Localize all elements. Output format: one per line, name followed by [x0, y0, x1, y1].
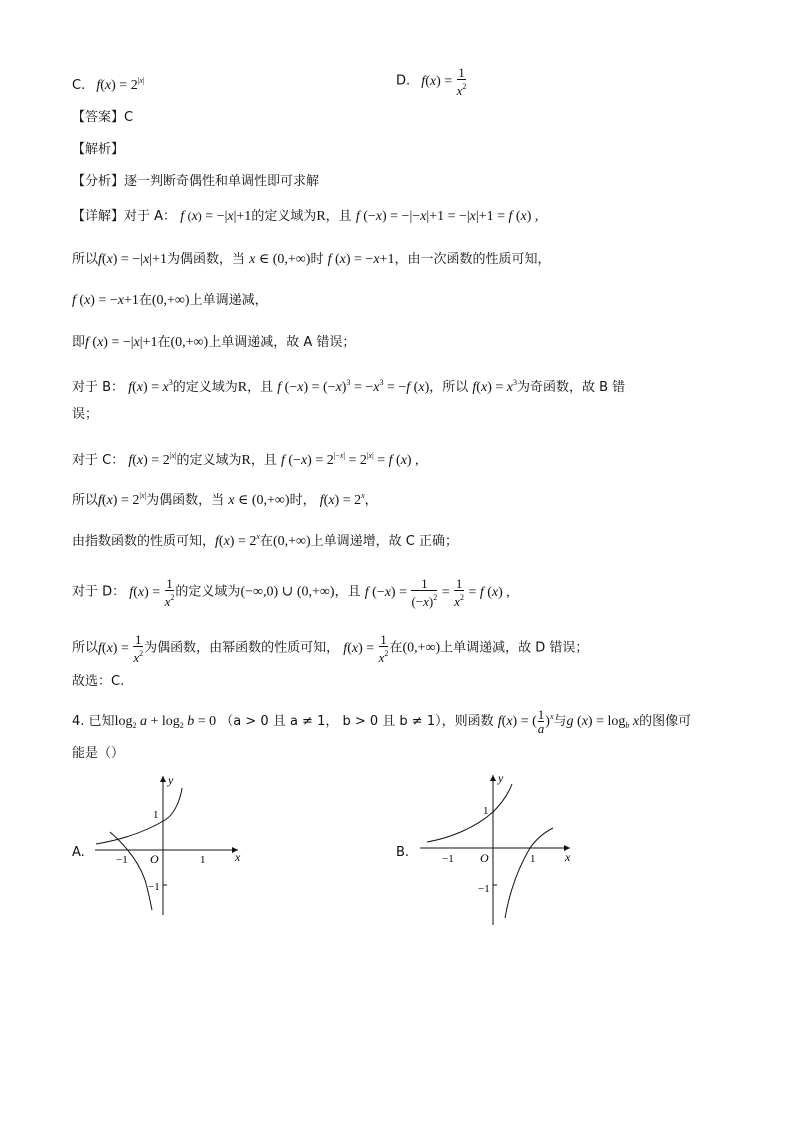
option-d-expr: f(x) = $\frac{1}{x^2}$ [421, 65, 467, 98]
text-and-c: ，且 [250, 453, 277, 468]
text-even-fn: 为偶函数，当 [166, 252, 245, 267]
option-c-label: C. [72, 78, 86, 93]
question-4-line-1 [72, 707, 691, 736]
graph-a-tick-1: 1 [200, 854, 206, 866]
analysis-heading [72, 140, 124, 160]
text-domain: 的定义域为 [251, 209, 317, 224]
graph-a-ytick-neg1: −1 [148, 881, 160, 893]
graph-a-origin: O [150, 852, 159, 866]
graph-a-ytick-1: 1 [153, 809, 159, 821]
graph-a-tick-neg1: −1 [116, 854, 128, 866]
answer-line [72, 108, 133, 128]
graph-b-y-label: y [498, 771, 504, 785]
math-b-def-2: $f(x) = x^3$ [472, 378, 517, 395]
q4-text1: 已知 [88, 714, 115, 729]
graph-b [415, 770, 580, 930]
detail-line-b2 [72, 405, 98, 425]
math-abs-def: f (x) = −|x|+1 [85, 335, 158, 350]
text-so-b: ， [429, 380, 443, 395]
analysis-line [72, 172, 319, 192]
text-wrong-end: 误； [72, 407, 99, 422]
detail-line-d2 [72, 633, 588, 664]
text-even-c: 为偶函数，当 [146, 493, 225, 508]
text-in: 在 [138, 293, 152, 308]
set-r: R [316, 209, 326, 224]
detail-line-c3 [72, 527, 458, 552]
detail-d-prefix: 对于 D： [72, 584, 126, 600]
text-domain-d: 的定义域为 [175, 584, 241, 600]
math-c-pos: $f(x) = 2^x$ [319, 491, 365, 508]
math-x-interval-c: x ∈ (0,+∞) [228, 493, 290, 508]
math-b-odd: f $(-x) = (-x)^3 = -x^3 = -f$ (x) [277, 378, 430, 395]
detail-line-1 [72, 206, 538, 227]
text-odd-fn: 为奇函数，故 B 错 [516, 380, 626, 395]
math-c-def: $f(x) = 2^{|x|}$ [128, 451, 177, 468]
text-so-b2: 所以 [442, 380, 469, 395]
math-d-even: f (−x) = $\frac{1}{(-x)^2}$ = $\frac{1}{x^2}$ = f (x) , [364, 576, 510, 609]
detail-tag: 【详解】 [72, 209, 125, 224]
math-d-domain: (−∞,0) ∪ (0,+∞) [240, 584, 335, 600]
math-linear-2: f (x) = −x+1 [72, 293, 139, 308]
math-c-pos-2: $f(x) = 2^x$ [215, 532, 260, 549]
graph-a-label-text: A. [72, 845, 85, 860]
analysis-sub-tag: 【分析】 [72, 174, 125, 189]
math-x-interval: x ∈ (0,+∞) [249, 252, 311, 267]
detail-line-2 [72, 250, 550, 270]
math-a-even: f (−x) = −|−x|+1 = −|x|+1 = f (x) , [355, 209, 539, 224]
graph-b-origin: O [480, 851, 489, 865]
text-and-d: ，且 [334, 584, 361, 600]
option-c [72, 71, 144, 96]
detail-line-3 [72, 291, 268, 311]
text-ie: 即 [72, 335, 86, 350]
text-so-c: 所以 [72, 493, 99, 508]
text-power-prop: 为偶函数，由幂函数的性质可知， [144, 640, 340, 656]
graph-b-tick-1: 1 [530, 853, 536, 865]
text-and: ，且 [325, 209, 352, 224]
math-b-def: $f(x) = x^3$ [128, 378, 173, 395]
analysis-text: 逐一判断奇偶性和单调性即可求解 [124, 174, 320, 189]
analysis-tag: 【解析】 [72, 142, 125, 157]
text-dec-on: 上单调递减， [189, 293, 268, 308]
detail-line-c2 [72, 486, 378, 511]
text-and-b: ，且 [247, 380, 274, 395]
math-a-def: f (x) = −|x|+1 [180, 209, 252, 224]
math-c-even: f $(-x) = 2^{|-x|} = 2^{|x|} = f$ (x) , [281, 451, 419, 468]
graph-b-label [396, 843, 409, 863]
option-d-label: D. [396, 73, 411, 89]
detail-line-b [72, 373, 625, 398]
math-d-def: f(x) = $\frac{1}{x^2}$ [129, 576, 175, 609]
graph-a-label [72, 843, 85, 863]
text-so: 所以 [72, 252, 99, 267]
q4-text2: 能是（） [72, 746, 125, 761]
math-interval-2: (0,+∞) [170, 335, 209, 350]
text-so-d: 所以 [72, 640, 99, 656]
detail-choose [72, 672, 124, 692]
text-when-c: 时， [289, 493, 316, 508]
q4-number: 4. [72, 714, 85, 729]
math-interval-d: (0,+∞) [402, 640, 441, 656]
text-domain-c: 的定义域为 [176, 453, 242, 468]
text-linear-prop: ，由一次函数的性质可知， [394, 252, 551, 267]
set-r-c: R [241, 453, 251, 468]
detail-line-4 [72, 333, 355, 353]
graph-b-label-text: B. [396, 845, 410, 860]
text-a-wrong: 上单调递减，故 A 错误； [208, 335, 356, 350]
math-interval: (0,+∞) [151, 293, 190, 308]
graph-b-x-label: x [565, 850, 571, 864]
graph-a-curve-log [110, 832, 152, 910]
detail-line-d [72, 577, 510, 608]
detail-a-prefix: 对于 A： [124, 209, 177, 224]
text-domain-b: 的定义域为 [172, 380, 238, 395]
graph-b-ytick-neg1: −1 [478, 883, 490, 895]
q4-condition: （a > 0 且 a ≠ 1， b > 0 且 b ≠ 1），则函数 [220, 714, 494, 729]
q4-and: 与 [553, 714, 567, 729]
math-d-def-2: f(x) = $\frac{1}{x^2}$ [98, 632, 144, 665]
q4-log-cond: $\log_2 a + \log_2 b = 0$ [114, 714, 217, 730]
text-exp-prop: 由指数函数的性质可知， [72, 534, 216, 549]
graph-b-curve-log [505, 828, 553, 918]
option-c-expr: $f(x) = 2^{|x|}$ [96, 76, 145, 93]
text-d-wrong: 上单调递减，故 D 错误； [440, 640, 589, 656]
graph-b-tick-neg1: −1 [442, 853, 454, 865]
text-c-correct: 上单调递增，故 C 正确； [310, 534, 458, 549]
math-fx-abs: f(x) = −|x|+1 [98, 252, 167, 267]
math-linear: f (x) = −x+1 [327, 252, 395, 267]
question-4-line-2 [72, 744, 124, 764]
text-when: 时 [310, 252, 324, 267]
graph-b-curve-exp [427, 784, 512, 842]
math-d-def-3: f(x) = $\frac{1}{x^2}$ [343, 632, 389, 665]
set-r-b: R [237, 380, 248, 395]
detail-b-prefix: 对于 B： [72, 380, 125, 395]
text-in-2: 在 [157, 335, 171, 350]
graph-a-curve-exp [96, 788, 182, 844]
math-c-def-2: $f(x) = 2^{|x|}$ [98, 491, 147, 508]
graph-a-y-label: y [168, 773, 174, 787]
q4-f-def: f(x) = ( $\frac{1}{a}$ )$^x$ [497, 707, 554, 737]
graph-a-x-label: x [235, 850, 241, 864]
q4-tail: 的图像可 [639, 714, 692, 729]
text-in-d: 在 [389, 640, 403, 656]
q4-g-def: g $(x) = \log_b x$ [566, 714, 640, 730]
answer-tag: 【答案】 [72, 110, 125, 125]
comma-c: ， [364, 493, 378, 508]
answer-value: C [124, 110, 134, 125]
detail-c-prefix: 对于 C： [72, 453, 125, 468]
graph-a [90, 770, 250, 920]
text-choose: 故选：C. [72, 674, 125, 689]
option-d [396, 66, 467, 97]
text-in-c: 在 [259, 534, 273, 549]
graph-b-ytick-1: 1 [483, 805, 489, 817]
detail-line-c [72, 446, 419, 471]
math-interval-c: (0,+∞) [272, 534, 311, 549]
